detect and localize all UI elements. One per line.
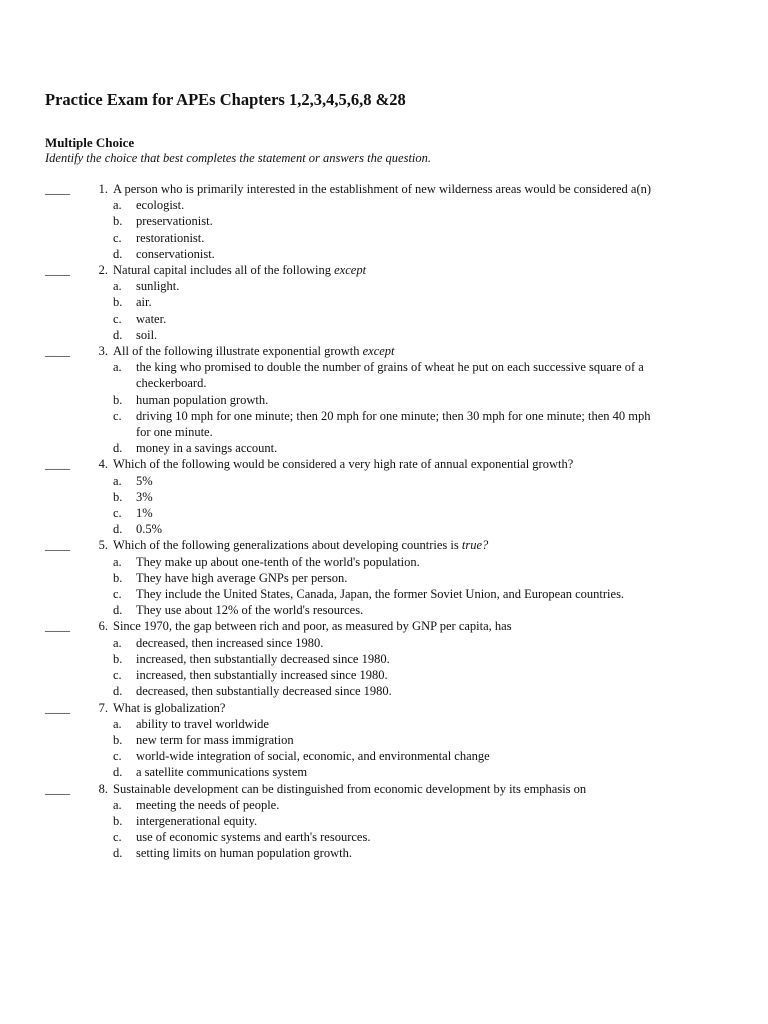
answer-option [113,521,745,537]
question-text: Which of the following generalizations about developing countries is true? [113,538,489,553]
option-letter: c. [113,230,122,245]
option-text: human population growth. [136,392,269,407]
question-number: 2. [98,263,108,278]
answer-blank: ____ [45,781,70,796]
option-letter: c. [113,830,122,845]
option-letter: a. [113,797,122,812]
answer-blank: ____ [45,619,70,634]
option-text: restorationist. [136,230,205,245]
option-text: water. [136,311,167,326]
option-letter: c. [113,408,122,423]
answer-option [113,635,745,651]
option-letter: d. [113,441,123,456]
answer-option [113,408,745,440]
option-text: setting limits on human population growth. [136,846,352,861]
answer-option [113,570,745,586]
answer-option [113,440,745,456]
option-text: They make up about one-tenth of the world's population. [136,554,420,569]
option-text: They have high average GNPs per person. [136,570,348,585]
option-text: 1% [136,506,153,521]
question-number: 1. [98,182,108,196]
option-letter: b. [113,489,123,504]
answer-option [113,602,745,618]
question [45,181,745,262]
answer-option [113,667,745,683]
question [45,781,745,862]
option-text: They include the United States, Canada, Japan, the former Soviet Union, and European countries. [136,587,625,602]
option-letter: d. [113,522,123,537]
option-text: decreased, then substantially decreased since 1980. [136,684,392,699]
emphasis-text: except [362,344,395,359]
question-text: All of the following illustrate exponential growth except [113,344,395,359]
option-text: use of economic systems and earth's resources. [136,830,371,845]
option-text: sunlight. [136,279,180,294]
option-text: the king who promised to double the number of grains of wheat he put on each successive square of a checkerboard. [136,360,644,391]
option-text: ecologist. [136,198,185,213]
question-list [45,181,745,862]
answer-option [113,473,745,489]
option-letter: c. [113,749,122,764]
question [45,456,745,537]
answer-option [113,359,745,391]
option-letter: a. [113,473,122,488]
answer-option [113,797,745,813]
option-letter: c. [113,506,122,521]
option-text: 5% [136,473,153,488]
option-letter: c. [113,668,122,683]
answer-option [113,213,745,229]
answer-blank: ____ [45,700,70,715]
answer-option [113,586,745,602]
emphasis-text: except [334,263,367,278]
question-number: 5. [98,538,108,553]
option-text: new term for mass immigration [136,732,294,747]
answer-option [113,732,745,748]
answer-blank: ____ [45,263,70,278]
option-text: ability to travel worldwide [136,716,269,731]
option-text: world-wide integration of social, economic, and environmental change [136,749,490,764]
answer-blank: ____ [45,182,70,196]
option-letter: d. [113,684,123,699]
answer-option [113,845,745,861]
question-text: A person who is primarily interested in the establishment of new wilderness areas would be considered a(n) [113,182,652,196]
section-instruction: Identify the choice that best completes the statement or answers the question. [45,151,432,165]
option-text: a satellite communications system [136,765,308,780]
section-heading: Multiple Choice [45,135,135,150]
answer-option [113,311,745,327]
answer-option [113,278,745,294]
option-text: air. [136,295,152,310]
answer-blank: ____ [45,538,70,553]
question-text: Sustainable development can be distinguished from economic development by its emphasis on [113,781,587,796]
option-letter: b. [113,214,123,229]
option-letter: a. [113,716,122,731]
question-number: 6. [98,619,108,634]
option-text: They use about 12% of the world's resources. [136,603,364,618]
answer-option [113,829,745,845]
question-number: 4. [98,457,108,472]
option-text: increased, then substantially decreased since 1980. [136,651,390,666]
option-text: decreased, then increased since 1980. [136,635,324,650]
option-letter: d. [113,246,123,261]
answer-option [113,683,745,699]
option-text: preservationist. [136,214,213,229]
option-text: 0.5% [136,522,163,537]
answer-blank: ____ [45,457,70,472]
answer-option [113,294,745,310]
answer-blank: ____ [45,344,70,359]
option-letter: c. [113,311,122,326]
option-letter: d. [113,846,123,861]
question [45,700,745,781]
option-text: 3% [136,489,153,504]
question [45,537,745,618]
answer-option [113,651,745,667]
page-title: Practice Exam for APEs Chapters 1,2,3,4,5,6,8 &28 [45,90,406,109]
question-number: 3. [98,344,108,359]
question-number: 8. [98,781,108,796]
option-letter: a. [113,198,122,213]
question-text: What is globalization? [113,700,226,715]
option-letter: c. [113,587,122,602]
answer-option [113,554,745,570]
option-text: soil. [136,327,158,342]
question-number: 7. [98,700,108,715]
answer-option [113,197,745,213]
option-text: conservationist. [136,246,215,261]
question [45,343,745,456]
question-text: Natural capital includes all of the following except [113,263,367,278]
option-letter: b. [113,813,123,828]
option-text: meeting the needs of people. [136,797,280,812]
answer-option [113,230,745,246]
option-text: driving 10 mph for one minute; then 20 mph for one minute; then 30 mph for one minute; then 40 mph for one minute. [136,408,651,440]
emphasis-text: true? [461,538,489,553]
answer-option [113,489,745,505]
answer-option [113,327,745,343]
option-letter: a. [113,554,122,569]
answer-option [113,392,745,408]
option-letter: a. [113,360,122,375]
option-letter: d. [113,765,123,780]
option-letter: a. [113,635,122,650]
option-letter: b. [113,392,123,407]
question [45,618,745,699]
answer-option [113,748,745,764]
option-letter: b. [113,651,123,666]
question-text: Since 1970, the gap between rich and poor, as measured by GNP per capita, has [113,619,512,634]
option-letter: b. [113,732,123,747]
answer-option [113,813,745,829]
option-text: money in a savings account. [136,441,278,456]
question [45,262,745,343]
option-letter: b. [113,295,123,310]
option-text: increased, then substantially increased since 1980. [136,668,388,683]
option-letter: d. [113,603,123,618]
answer-option [113,764,745,780]
answer-option [113,716,745,732]
answer-option [113,246,745,262]
option-text: intergenerational equity. [136,813,258,828]
option-letter: d. [113,327,123,342]
question-text: Which of the following would be considered a very high rate of annual exponential growth? [113,457,574,472]
option-letter: b. [113,570,123,585]
option-letter: a. [113,279,122,294]
answer-option [113,505,745,521]
